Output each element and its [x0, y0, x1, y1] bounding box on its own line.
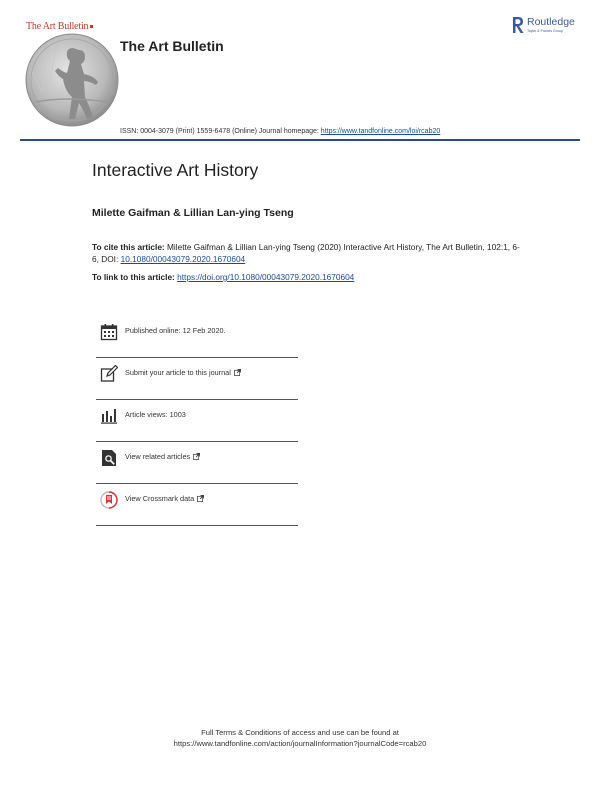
article-doi-link[interactable]: https://doi.org/10.1080/00043079.2020.1670604: [177, 272, 355, 282]
journal-logo-label: The Art Bulletin: [26, 21, 89, 32]
related-row[interactable]: [96, 442, 298, 484]
crossmark-row[interactable]: [96, 484, 298, 526]
footer: [0, 727, 600, 749]
footer-journal-info-link[interactable]: https://www.tandfonline.com/action/journalInformation?journalCode=rcab20: [173, 739, 427, 748]
link-to-article: [92, 272, 354, 282]
journal-logo-text: [26, 21, 93, 32]
bar-chart-icon: [100, 407, 118, 425]
external-link-icon: [193, 453, 200, 460]
submit-row[interactable]: [96, 358, 298, 400]
related-search-icon: [100, 449, 118, 467]
publisher-logo: [512, 16, 586, 42]
cite-doi-link[interactable]: 10.1080/00043079.2020.1670604: [120, 253, 246, 264]
external-link-icon: [197, 495, 204, 502]
published-date: Published online: 12 Feb 2020.: [125, 326, 226, 335]
related-articles-link[interactable]: View related articles: [125, 452, 191, 461]
journal-homepage-link[interactable]: https://www.tandfonline.com/loi/rcab20: [320, 128, 441, 135]
issn-line: [120, 128, 440, 135]
calendar-icon: [100, 323, 118, 341]
header-divider: [20, 139, 580, 141]
external-link-icon: [234, 369, 241, 376]
logo-dot-icon: [90, 25, 93, 28]
article-views: Article views: 1003: [125, 410, 186, 419]
routledge-r-icon: [512, 16, 524, 34]
crossmark-icon: [100, 491, 118, 509]
cite-label: To cite this article:: [92, 242, 165, 252]
footer-terms-text: Full Terms & Conditions of access and use can be found at: [201, 728, 399, 737]
sower-medal-image: [24, 32, 120, 128]
article-title: Interactive Art History: [92, 160, 259, 180]
issn-text: ISSN: 0004-3079 (Print) 1559-6478 (Online) Journal homepage:: [120, 128, 321, 135]
citation-block: [92, 242, 522, 265]
publisher-name: Routledge: [527, 16, 575, 28]
views-row: [96, 400, 298, 442]
article-authors: Milette Gaifman & Lillian Lan-ying Tseng: [92, 207, 294, 219]
crossmark-link[interactable]: View Crossmark data: [125, 494, 195, 503]
link-label: To link to this article:: [92, 272, 178, 282]
article-actions-panel: [96, 316, 298, 526]
edit-pencil-icon: [100, 365, 118, 383]
publisher-tagline: Taylor & Francis Group: [527, 29, 563, 33]
submit-article-link[interactable]: Submit your article to this journal: [125, 368, 231, 377]
published-row: [96, 316, 298, 358]
journal-name: The Art Bulletin: [120, 38, 224, 54]
cite-text: Milette Gaifman & Lillian Lan-ying Tseng (2020) Interactive Art History, The Art Bulletin, 102:1, 6-6, DOI:: [92, 242, 520, 264]
